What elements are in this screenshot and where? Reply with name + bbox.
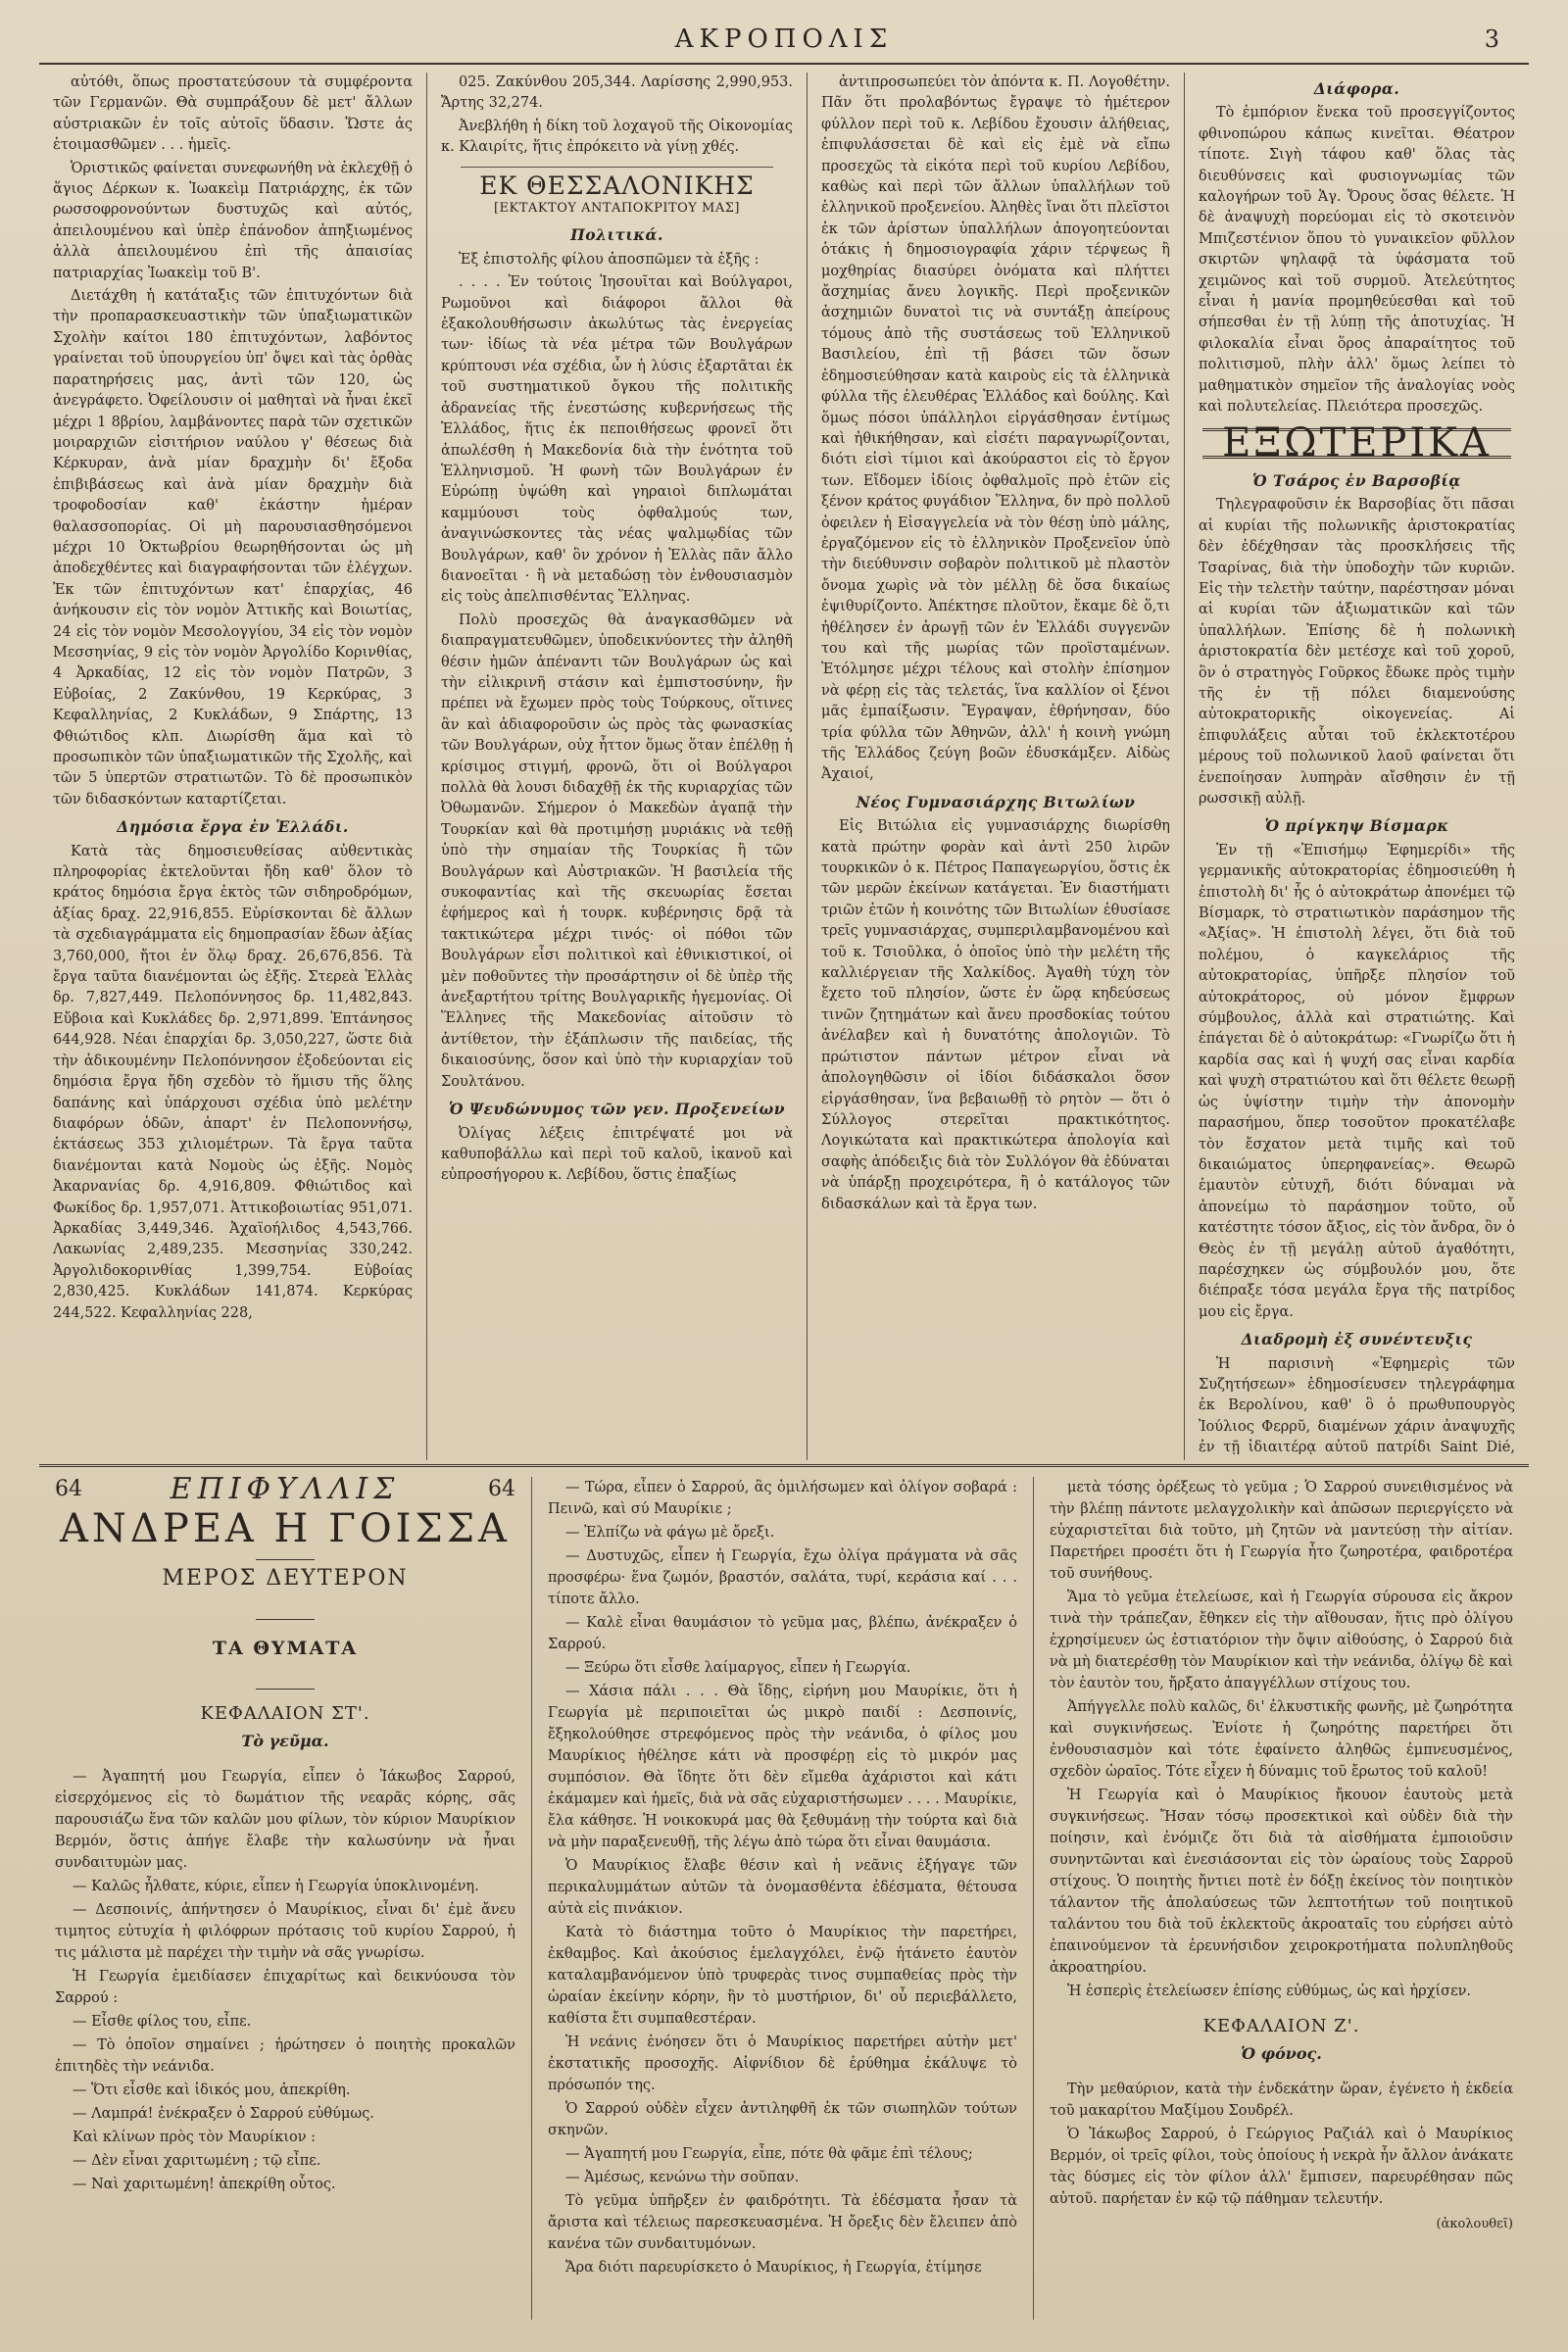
paragraph: Ἡ παρισινὴ «Ἐφημερὶς τῶν Συζητήσεων» ἐδημοσίευσεν τηλεγράφημα ἐκ Βερολίνου, καθ' ὃ ὁ πρωθυπουργὸς Ἰούλιος Φερρῦ, διαμένων χάριν ἀναψυχῆς ἐν τῇ ἰδιαιτέρᾳ αὐτοῦ πατρίδι Saint Dié,	[1199, 1355, 1515, 1456]
paragraph: Καὶ κλίνων πρὸς τὸν Μαυρίκιον :	[73, 2130, 317, 2145]
section-title-interview: Διαδρομὴ ἐξ συνέντευξις	[1241, 1330, 1473, 1349]
column-2	[426, 73, 807, 1460]
paragraph: — Ἀμέσως, κενώνω τὴν σοῦπαν.	[565, 2170, 800, 2185]
paragraph: Ἅμα τὸ γεῦμα ἐτελείωσε, καὶ ἡ Γεωργία σύρουσα εἰς ἄκρον τινὰ τὴν τράπεζαν, ἔθηκεν εἰς τὴν αἴθουσαν, ἥτις πρὸ ὀλίγου ἐχρησίμευεν ὡς ἑστιατόριον τὴν ὄψιν αἰθούσης, ὁ Σαρρού διὰ νὰ μὴ διατερέσθῃ τὸν Μαυρίκιον καὶ τὴν νεάνιδα, ὀλίγῳ δὲ καὶ τὸν ἑαυτὸν του, ἤρξατο ἀπαγγέλλων στίχους του.	[1050, 1590, 1513, 1691]
divider	[256, 1689, 315, 1690]
paragraph: Κατὰ τὰς δημοσιευθείσας αὐθεντικὰς πληροφορίας ἐκτελοῦνται ἤδη καθ' ὅλον τὸ κράτος δημόσια ἔργα ἐκτὸς τῶν σιδηροδρόμων, ἀξίας δραχ. 22,916,855. Εὑρίσκονται δὲ ἄλλων τὰ σχεδιαγράμματα εἰς δημοπρασίαν ἔδων ἀξίας 3,760,000, ἤτοι ἐν ὅλῳ δραχ. 26,676,856. Τὰ ἔργα ταῦτα διανέμονται ὡς ἑξῆς. Στερεὰ Ἑλλὰς δρ. 7,827,449. Πελοπόννησος δρ. 11,482,843. Εὔβοια καὶ Κυκλάδες δρ. 2,971,899. Ἑπτάνησος 644,928. Νέαι ἐπαρχίαι δρ. 3,050,227, ὥστε διὰ τὴν ἀδικουμένην Πελοπόννησον ἐξοδεύονται εἰς δημόσια ἔργα ἤδη σχεδὸν τὸ ἥμισυ τῆς ὅλης δαπάνης καὶ ὑπάρχουσι σχέδια ὑπὸ μελέτην διαφόρων ὁδῶν, ἀπαρτ' ἐν Πελοποννήσῳ, ἐκτάσεως 353 χιλιομέτρων. Τὰ ἔργα ταῦτα διανέμονται κατὰ Νομοὺς ὡς ἑξῆς. Νομὸς Ἀκαρνανίας δρ. 4,916,809. Φθιώτιδος καὶ Φωκίδος δρ. 1,957,071. Ἀττικοβοιωτίας 951,071. Ἀρκαδίας 3,449,346. Ἀχαϊοήλιδος 4,543,766. Λακωνίας 2,489,235. Μεσσηνίας 330,242. Ἀργολιδοκορινθίας 1,399,754. Εὐβοίας 2,830,425. Κυκλάδων 141,874. Κερκύρας 244,522. Κεφαλληνίας 228,	[53, 843, 413, 1321]
upper-columns	[39, 73, 1529, 1460]
page-number: 3	[1484, 25, 1499, 53]
paragraph: Ὁριστικῶς φαίνεται συνεφωνήθη νὰ ἐκλεχθῇ ὁ ἅγιος Δέρκων κ. Ἰωακεὶμ Πατριάρχης, ἐκ τῶν ρωσσοφρονούντων δυστυχῶς καὶ αὐτός, ἀπειλουμένου καὶ ὑπὲρ ἐπάνοδον ἀπηξιωμένος ἀλλὰ ἀπειλουμένου ἐπὶ τῆς ἀπαισίας πατριαρχίας Ἰωακεὶμ τοῦ Β'.	[53, 160, 413, 281]
paragraph: Ἄρα διότι παρευρίσκετο ὁ Μαυρίκιος, ἡ Γεωργία, ἐτίμησε	[565, 2260, 982, 2276]
chapter-title: ΚΕΦΑΛΑΙΟΝ ΣΤ'.	[200, 1703, 370, 1724]
section-title-public-works: Δημόσια ἔργα ἐν Ἑλλάδι.	[117, 817, 349, 837]
section-title-politics: Πολιτικά.	[570, 225, 663, 245]
paragraph: — Δεσποινίς, ἀπήντησεν ὁ Μαυρίκιος, εἶναι δι' ἐμὲ ἄνευ τιμητος εὐτυχία ἡ φιλόφρων πρότασις τοῦ κυρίου Σαρρού, ἡ τις μάλιστα μὲ παρέχει τὴν τιμὴν νὰ σᾶς γνωρίσω.	[55, 1902, 515, 1961]
feuilleton-column-3	[1033, 1477, 1529, 2320]
to-be-continued: (ἀκολουθεῖ)	[1436, 2217, 1513, 2231]
paragraph: Ἡ Γεωργία καὶ ὁ Μαυρίκιος ἤκουον ἑαυτοὺς μετὰ συγκινήσεως. Ἤσαν τόσῳ προσεκτικοὶ καὶ οὐδὲν διὰ τὴν ποίησιν, καὶ ἐνόμιζε ὅτι διὰ τὰ αἰσθήματα ἐμποιοῦσιν συνηντῶνται καὶ ἐνεσιάσονται εἰς τὸν ὡραίους τοὺς Σαρροῦ στίχους. Ὁ ποιητὴς ἤντιει ποτὲ ἐν δόξῃ ἐκείνος τὸν ποιητικὸν τάλαντον τῆς ἀπολαύσεως τῶν λεπτοτήτων τοῦ ποιητικοῦ ταλάντου του διὰ τοῦ ἐκλεκτοῦς ἀκροαταῖς του εὐρήσει αὐτὸ ἐπαινούμενον τὰ ἐρευνήσιδον χειροκροτήματα πολυπληθοῦς ἀκροατηρίου.	[1050, 1788, 1513, 1976]
paragraph: — Ξεύρω ὅτι εἶσθε λαίμαργος, εἶπεν ἡ Γεωργία.	[565, 1660, 911, 1676]
masthead-rule	[39, 63, 1529, 65]
paragraph: Ἡ ἑσπερὶς ἐτελείωσεν ἐπίσης εὐθύμως, ὡς καὶ ἠρχίσεν.	[1067, 1984, 1472, 1999]
paragraph: Ἐξ ἐπιστολῆς φίλου ἀποσπῶμεν τὰ ἑξῆς :	[459, 251, 760, 268]
novel-part: ΜΕΡΟΣ ΔΕΥΤΕΡΟΝ	[162, 1566, 409, 1591]
chapter-subtitle-2: Ὁ φόνος.	[1241, 2044, 1322, 2063]
column-3	[807, 73, 1184, 1460]
paragraph: — Καλὲ εἶναι θαυμάσιον τὸ γεῦμα μας, βλέπω, ἀνέκραξεν ὁ Σαρρού.	[548, 1615, 1017, 1652]
paragraph: . . . . Ἐν τούτοις Ἰησουῖται καὶ Βούλγαροι, Ρωμοῦνοι καὶ διάφοροι ἄλλοι θὰ ἐξακολουθήσωσιν ἀκωλύτως τὰς ἐνεργείας των· ἰδίως τὰ νέα μέτρα τῶν Βουλγάρων κρύπτουσι νέα σχέδια, ὧν ἡ λύσις ἐξαρτᾶται ἐκ τοῦ συστηματικοῦ ὄγκου τῆς πολιτικῆς ἀδρανείας τῆς ἐνεστώσης κυβερνήσεως τῆς Ἑλλάδος, ἥτις ἐκ πεποιθήσεως φρονεῖ ὅτι ἀπωλέσθη ἡ Μακεδονία διὰ τὴν ἑνότητα τοῦ Ἑλληνισμοῦ. Ἡ φωνὴ τῶν Βουλγάρων ἐν Εὐρώπῃ ὑψώθη καὶ γηραιοὶ διπλωμάται καμμύουσι τοὺς ὀφθαλμούς των, ἀναγινώσκοντες τὰς νέας ψαλμῳδίας τῶν Βουλγάρων, καθ' ὃν χρόνον ἡ Ἑλλὰς πᾶν ἄλλο διανοεῖται · ἢ νὰ μεταδώσῃ τὸν ἐνθουσιασμὸν εἰς τοὺς ἀπελπισθέντας Ἕλληνας.	[441, 274, 793, 606]
subheading-correspondent: [ΕΚΤΑΚΤΟΥ ΑΝΤΑΠΟΚΡΙΤΟΥ ΜΑΣ]	[493, 201, 740, 217]
heading-foreign-news: ΕΞΩΤΕΡΙΚΑ	[1202, 428, 1511, 459]
col1-body	[53, 73, 413, 810]
divider	[461, 167, 773, 168]
paragraph: Ὀλίγας λέξεις ἐπιτρέψατέ μοι νὰ καθυποβάλλω καὶ περὶ τοῦ καλοῦ, ἱκανοῦ καὶ εὐπροσήγορου κ. Λεβίδου, ὅστις ἐπαξίως	[441, 1125, 793, 1184]
paragraph: — Ναὶ χαριτωμένη! ἀπεκρίθη οὗτος.	[73, 2177, 336, 2192]
section-title-consulates: Ὁ Ψευδώνυμος τῶν γεν. Προξενείων	[449, 1100, 785, 1119]
column-1	[39, 73, 426, 1460]
feuilleton-page-left: 64	[55, 1477, 82, 1501]
heading-thessaloniki: ΕΚ ΘΕΣΣΑΛΟΝΙΚΗΣ	[479, 171, 755, 200]
paragraph: Πολὺ προσεχῶς θὰ ἀναγκασθῶμεν νὰ διαπραγματευθῶμεν, ὑποδεικνύοντες τὴν ἀληθῆ θέσιν ἡμῶν ἀπέναντι τῶν Βουλγάρων ὡς καὶ τὴν εἰλικρινῆ στάσιν καὶ ἐμπιστοσύνην, ἣν πρέπει νὰ ἔχωμεν πρὸς τοὺς Τούρκους, οἵτινες ἂν καὶ ἀδιαφοροῦσιν ὡς πρὸς τὰς φωνασκίας τῶν Βουλγάρων, οὐχ ἧττον ὅμως ὅταν ἐπέλθῃ ἡ κρίσιμος στιγμή, φρονῶ, ὅτι οἱ Βούλγαροι πολλὰ θὰ λουσι διδαχθῇ ἐκ τῆς κυριαρχίας τῶν Ὀθωμανῶν. Σήμερον ὁ Μακεδὼν ἀγαπᾷ τὴν Τουρκίαν καὶ θὰ προτιμήσῃ μυριάκις νὰ τεθῇ ὑπὸ τὴν σημαίαν τῆς Τουρκίας ἢ τῶν Βουλγάρων καὶ Αὐστριακῶν. Ἡ βασιλεία τῆς συκοφαντίας καὶ τῆς σκευωρίας ἔσεται ἐφήμερος καὶ ἡ τουρκ. κυβέρνησις δρᾷ τὰ τακτικώτερα μέχρι τινός· οἱ πόθοι τῶν Βουλγάρων εἶσι πολιτικοὶ καὶ ἐθνικιστικοί, οἱ μὲν ποθοῦντες τὴν προσάρτησιν οἱ δὲ ὑπὲρ τῆς ἀνεξαρτήτου τρίτης Βουλγαρικῆς ἡγεμονίας. Οἱ Ἕλληνες τῆς Μακεδονίας αἰτοῦσιν τὸ ἀντίθετον, τὴν ἐξάπλωσιν τῆς παιδείας, τῆς δικαιοσύνης, ὅσον καὶ ὑπὸ τὴν κυριαρχίαν τοῦ Σουλτάνου.	[441, 612, 793, 1090]
paragraph: — Ὅτι εἶσθε καὶ ἰδικός μου, ἀπεκρίθη.	[73, 2082, 351, 2098]
paragraph: ἀντιπροσωπεύει τὸν ἀπόντα κ. Π. Λογοθέτην. Πᾶν ὅτι προλαβόντως ἔγραψε τὸ ἡμέτερον φύλλον περὶ τοῦ κ. Λεβίδου ἔχουσιν ἀλήθειας, ἐπιφυλάσσεται δὲ καὶ εἰς ἐμὲ νὰ εἴπω προσεχῶς τὰ εἰκότα περὶ τοῦ κυρίου Λεβίδου, καθὼς καὶ περὶ τῶν ἄλλων ὑπαλλήλων τοῦ ἑλληνικοῦ προξενείου. Ἀληθὲς ἴναι ὅτι πλεῖστοι ἐκ τῶν ἀρίστων ὑπαλλήλων ἀπογοητεύονται ὁτάκις ἡ δημοσιογραφία χάριν τέρψεως ἢ μοχθηρίας διασύρει ὀνόματα καὶ πλήττει ἄσχημίας ἄνευ λογικῆς. Περὶ προξενικῶν ἀσχημιῶν δυνατοὶ τις νὰ συντάξῃ ἀπείρους τόμους ἀπὸ τῆς συστάσεως τοῦ Ἑλληνικοῦ Βασιλείου, ἐπὶ τῇ βάσει τῶν ὅσων ἐδημοσιεύθησαν κατὰ καιροὺς εἰς τὰ ἑλληνικὰ φύλλα τῆς ἐλευθέρας Ἑλλάδος καὶ δούλης. Καὶ ὅμως πόσοι ὑπάλληλοι εἰργάσθησαν ἐντίμως καὶ ἠθικήθησαν, καὶ εἰσέτι παραγνωρίζονται, διότι εἰσὶ τίμιοι καὶ ἀκούραστοι εἰς τὸ ἔργον των. Εἴδομεν ἰδίοις ὀφθαλμοῖς πρὸ ἐτῶν εἰς ξένον κράτος φυγάδιον Ἕλληνα, δν πρὸ πολλοῦ ὀφειλεν ἡ Εἰσαγγελεία νὰ τὸν θέσῃ ὑπὸ μάλης, ἐργαζόμενον εἰς τὸ ἑλληνικὸν Προξενεῖον ὑπὸ τὴν διεύθυνσιν σοβαρὸν πολιτικοῦ μὲ πλαστὸν ὄνομα χωρὶς νὰ τὸν μέλλῃ δὲ ὅσα δικαίως ἐψιθυρίζοντο. Ἀπέκτησε πλοῦτον, ἔκαμε δὲ ὅ,τι ἠθέλησεν ἐν ἀρωγῇ τῶν ἐν Ἑλλάδι συγγενῶν του καὶ τῆς μωρίας τῶν προϊσταμένων. Ἐτόλμησε μέχρι τέλους καὶ στολὴν ἐπίσημον νὰ φέρῃ εἰς τὰς τελετάς, ἵνα καλλίον οἱ ξένοι μᾶς ἐμπαίξωσιν. Ἔγραψαν, ἐθρήνησαν, δύο τρία φύλλα τῶν Ἀθηνῶν, ἀλλ' ἡ κοινὴ γνώμη τῆς Ἑλλάδος ζεύγη βοῶν ἐδυσκάμξεν. Αἰδὼς Ἀχαιοί,	[821, 74, 1170, 783]
feuilleton-header	[55, 1477, 515, 1506]
paragraph: Ἡ νεάνις ἐνόησεν ὅτι ὁ Μαυρίκιος παρετήρει αὐτὴν μετ' ἐκστατικῆς προσοχῆς. Αἰφνίδιον δὲ ἐρύθημα ἐκάλυψε τὸ πρόσωπόν της.	[548, 2034, 1017, 2093]
paragraph: — Καλῶς ἦλθατε, κύριε, εἶπεν ἡ Γεωργία ὑποκλινομένη.	[73, 1879, 479, 1894]
paragraph: — Ἀγαπητή μου Γεωργία, εἶπεν ὁ Ἰάκωβος Σαρρού, εἰσερχόμενος εἰς τὸ δωμάτιον τῆς νεαρᾶς κόρης, σᾶς παρουσιάζω ἕνα τῶν καλῶν μου φίλων, τὸν κύριον Μαυρίκιον Βερμόν, ὅστις ἀπήγε ἔλαβε τὴν καλωσύνην νὰ ἦναι συνδαιτυμὼν μας.	[55, 1769, 515, 1871]
feuilleton-column-2	[531, 1477, 1033, 2320]
paragraph: — Δυστυχῶς, εἶπεν ἡ Γεωργία, ἔχω ὀλίγα πράγματα νὰ σᾶς προσφέρω· ἕνα ζωμόν, βραστόν, σαλάτα, τυρί, κεράσια καί . . . τίποτε ἄλλο.	[548, 1548, 1017, 1607]
paragraph: Διετάχθη ἡ κατάταξις τῶν ἐπιτυχόντων διὰ τὴν προπαρασκευαστικὴν τῶν ὑπαξιωματικῶν Σχολὴν καίτοι 180 ἐπιτυχόντων, λαβόντος γραίνεται τοῦ ὑπουργείου ὑπ' ὄψει καὶ τὰς ὀρθὰς παρατηρήσεις μας, ἀντὶ τῶν 120, ὡς ἀνεγράφετο. Ὀφείλουσιν οἱ μαθηταὶ νὰ ἦναι ἐκεῖ μέχρι 1 8βρίου, λαμβάνοντες παρὰ τῶν σχετικῶν μοιραρχιῶν εἰσιτήριον ναύλου γ' θέσεως διὰ Κέρκυραν, ἀνὰ μίαν δραχμὴν δι' ἔξοδα ἐπιβιβάσεως καὶ ἀνὰ μίαν δραχμὴν διὰ τροφοδοσίαν καθ' ἑκάστην ἡμέραν θαλασσοπορίας. Οἱ μὴ παρουσιασθησόμενοι μέχρι 10 Ὀκτωβρίου θεωρηθήσονται ὡς μὴ ἀποδεχθέντες καὶ διαγραφήσονται τῶν ἐλέγχων. Ἐκ τῶν ἐπιτυχόντων κατ' ἐπαρχίας, 46 ἀνήκουσιν εἰς τὸν νομὸν Ἀττικῆς καὶ Βοιωτίας, 24 εἰς τὸν νομὸν Μεσολογγίου, 34 εἰς τὸν νομὸν Μεσσηνίας, 9 εἰς τὸν νομὸν Ἀργολίδο Κορινθίας, 4 Ἀρκαδίας, 12 εἰς τὸν νομὸν Πατρῶν, 3 Εὐβοίας, 2 Ζακύνθου, 19 Κερκύρας, 3 Κεφαλληνίας, 2 Κυκλάδων, 9 Σπάρτης, 13 Φθιώτιδος κλπ. Διωρίσθη ἅμα καὶ τὸ προσωπικὸν τῶν ὑπαξιωματικῶν τῆς Σχολῆς, καὶ τῶν 5 ὑπερτῶν στρατιωτῶν. Τὸ δὲ προσωπικὸν τῶν διδασκόντων καταρτίζεται.	[53, 288, 413, 808]
paragraph: μετὰ τόσης ὀρέξεως τὸ γεῦμα ; Ὁ Σαρρού συνειθισμένος νὰ τὴν βλέπῃ πάντοτε μελαγχολικὴν καὶ ἀπῶσων περιεργίςετο νὰ εὐχαριστεῖται διὰ τοῦτο, μὴ ζητῶν νὰ μαντεύσῃ τὴν αἰτίαν. Παρετήρει προσέτι ὅτι ἡ Γεωργία ἦτο ζωηροτέρα, φαιδροτέρα τοῦ συνήθους.	[1050, 1480, 1513, 1582]
paragraph: — Χάσια πάλι . . . Θὰ ἴδῃς, εἰρήνη μου Μαυρίκιε, ὅτι ἡ Γεωργία μὲ περιποιεῖται ὡς μικρὸ παιδί : Δεσποινίς, ἔξηκολούθησε στρεφόμενος πρὸς τὴν νεάνιδα, ὁ φίλος μου Μαυρίκιος ἠθέλησε κάτι νὰ προσφέρῃ εἰς τὸ μικρόν μας συμπόσιον. Θὰ ἴδητε ὅτι δὲν εἴμεθα ἀχάριστοι καὶ κάτι ἐκάμαμεν καὶ ἡμεῖς, διὰ νὰ σᾶς εὐχαριστήσωμεν . . . . Μαυρίκιε, ἔλα κάθησε. Ἡ νοικοκυρά μας θὰ ξεθυμάνῃ τὴν τούρτα καὶ διὰ νὰ μὴν παραξενευθῇ, τῆς λέγω ἀπὸ τώρα ὅτι εἶναι θαυμάσια.	[548, 1684, 1017, 1850]
divider	[256, 1559, 315, 1560]
section-title-various: Διάφορα.	[1313, 79, 1400, 98]
paragraph: 025. Ζακύνθου 205,344. Λαρίσσης 2,990,953. Ἄρτης 32,274.	[441, 74, 793, 112]
paragraph: — Εἶσθε φίλος του, εἶπε.	[73, 2014, 252, 2030]
paragraph: — Τὸ ὁποῖον σημαίνει ; ἠρώτησεν ὁ ποιητὴς προκαλῶν ἐπιτηδὲς τὴν νεάνιδα.	[55, 2037, 515, 2075]
masthead	[39, 18, 1529, 61]
newspaper-title: ΑΚΡΟΠΟΛΙΣ	[674, 24, 894, 54]
paragraph: — Δὲν εἶναι χαριτωμένη ; τῷ εἶπε.	[73, 2153, 321, 2169]
paragraph: Τὸ γεῦμα ὑπῆρξεν ἐν φαιδρότητι. Τὰ ἐδέσματα ἦσαν τὰ ἄριστα καὶ τέλειως παρεσκευασμένα. Ἡ ὄρεξις δὲν ἔλειπεν ἀπὸ κανένα τῶν συνδαιτυμόνων.	[548, 2193, 1017, 2252]
section-title-bismarck: Ὁ πρίγκηψ Βίσμαρκ	[1264, 816, 1449, 836]
chapter-title-2: ΚΕΦΑΛΑΙΟΝ Ζ'.	[1202, 2016, 1360, 2036]
paragraph: Ἀνεβλήθη ἡ δίκη τοῦ λοχαγοῦ τῆς Οἰκονομίας κ. Κλαιρίτς, ἥτις ἐπρόκειτο νὰ γίνῃ χθές.	[441, 118, 793, 156]
paragraph: Κατὰ τὸ διάστημα τοῦτο ὁ Μαυρίκιος τὴν παρετήρει, ἐκθαμβος. Καὶ ἀκούσιος ἐμελαγχόλει, ἐνῷ ἠτάνετο ἑαυτὸν καταλαμβανόμενον ὑπὸ τρυφερὰς τινος συμπαθείας πρὸς τὴν ὡραίαν ἐκείνην κόρην, ἣν τὸ μυστήριον, δι' οὗ περιεβάλλετο, καθίστα ἔτι συμπαθεστέραν.	[548, 1925, 1017, 2027]
novel-section: ΤΑ ΘΥΜΑΤΑ	[212, 1638, 359, 1659]
paragraph: Τὸ ἐμπόριον ἕνεκα τοῦ προσεγγίζοντος φθινοπώρου κάπως κινεῖται. Θέατρον τίποτε. Σιγὴ τάφου καθ' ὅλας τὰς διευθύνσεις καὶ φυσιογνωμίας τῶν καλογήρων τοῦ Ἁγ. Ὄρους ὅσας θέλετε. Ἡ δὲ ἀναψυχὴ πορεύομαι εἰς τὸ σκοτεινὸν Μπιζεστένιον ὅπου τὸ γυναικεῖον φῦλλον σκιρτῶν ψηλαφᾷ τὰ ὑφάσματα τοῦ χειμῶνος καὶ τοῦ συρμοῦ. Ἀτελεύτητος εἶναι ἡ μανία προμηθεύεσθαι καὶ τοῦ σήπεσθαι ἐν τῇ λύπῃ τῆς ἀποτυχίας. Ἡ φιλοκαλία εἶναι ὅρος ἀπαραίτητος τοῦ πολιτισμοῦ, πλὴν ἀλλ' ὅμως λείπει τὸ μαθηματικὸν σημεῖον τῆς ἀναλογίας νοὸς καὶ πολυτελείας. Πλειότερα προσεχῶς.	[1199, 105, 1515, 416]
paragraph: Ὁ Ἰάκωβος Σαρρού, ὁ Γεώργιος Ραζιάλ καὶ ὁ Μαυρίκιος Βερμόν, οἱ τρεῖς φίλοι, τοὺς ὁποίους ἡ νεκρὰ ἦν ἄλλον ἀνάκατε τὰς δύσμες εἰς τὸν φίλον ἀλλ' ἔμπισεν, παρευρέθησαν πῶς αὐτοῦ. παρήεταν ἐν κῷ τῷ πάθημαν τελευτήν.	[1050, 2127, 1513, 2207]
paragraph: — Ἀγαπητή μου Γεωργία, εἶπε, πότε θὰ φᾶμε ἐπὶ τέλους;	[565, 2146, 973, 2162]
section-title-tsar: Ὁ Τσάρος ἐν Βαρσοβίᾳ	[1252, 470, 1461, 490]
paragraph: Ὁ Μαυρίκιος ἔλαβε θέσιν καὶ ἡ νεᾶνις ἐξήγαγε τῶν περικαλυμμάτων αὐτῶν τὰ ὀνομασθέντα ἐδέσματα, θέτουσα αὐτὰ εἰς πινάκιον.	[548, 1858, 1017, 1917]
paragraph: — Λαμπρά! ἐνέκραξεν ὁ Σαρρού εὐθύμως.	[73, 2106, 374, 2122]
paragraph: αὐτόθι, ὅπως προστατεύσουν τὰ συμφέροντα τῶν Γερμανῶν. Θὰ συμπράξουν δὲ μετ' ἄλλων αὐστριακῶν ἐν τοῖς αὐτοῖς ὕδασιν. Ὥστε ἀς ἑτοιμασθῶμεν . . . ἡμεῖς.	[53, 74, 413, 154]
chapter-subtitle: Τὸ γεῦμα.	[241, 1732, 329, 1750]
paragraph: Τηλεγραφοῦσιν ἐκ Βαρσοβίας ὅτι πᾶσαι αἱ κυρίαι τῆς πολωνικῆς ἀριστοκρατίας δὲν ἐδέχθησαν τὰς προσκλήσεις τῆς Τσαρίνας, διὰ τὴν ὑποδοχὴν τῶν κυριῶν. Εἰς τὴν τελετὴν ταύτην, παρέστησαν μόναι αἱ κυρίαι τῶν ἀξιωματικῶν καὶ τῶν ὑπαλλήλων. Ἐπίσης δὲ ἡ πολωνικὴ ἀριστοκρατία δὲν μετέσχε καὶ τοῦ χοροῦ, ὃν ὁ στρατηγὸς Γοῦρκος ἔδωκε πρὸς τιμὴν τῆς ἐν τῇ πόλει διαμενούσης αὐτοκρατορικῆς οἰκογενείας. Αἱ ἐπιφυλάξεις αὗται τοῦ ἐκλεκτοτέρου μέρους τοῦ πολωνικοῦ λαοῦ φαίνεται ὅτι ἐνεποίησαν λυπηρὰν αἴσθησιν ἐν τῇ ρωσσικῇ αὐλῇ.	[1199, 497, 1515, 807]
paragraph: Ὁ Σαρρού οὐδὲν εἶχεν ἀντιληφθῆ ἐκ τῶν σιωπηλῶν τούτων σκηνῶν.	[548, 2101, 1017, 2138]
feuilleton-column-1	[39, 1477, 531, 2320]
divider	[256, 1619, 315, 1620]
paragraph: Εἰς Βιτώλια εἰς γυμνασιάρχης διωρίσθη κατὰ πρώτην φορὰν καὶ ἀντὶ 250 λιρῶν τουρκικῶν ὁ κ. Πέτρος Παπαγεωργίου, ὅστις ἐκ τῶν μερῶν ἐκείνων κατάγεται. Ἐν διαστήματι τριῶν ἐτῶν ἡ κοινότης τῶν Βιτωλίων ἐθυσίασε τρεῖς γυμνασιάρχας, συμπεριλαμβανομένου καὶ τοῦ κ. Τσιοῦλκα, ὁ ὁποῖος ὑπὸ τὴν μελέτη τῆς καλλιέργειαν τῆς Χαλκίδος. Ἀγαθὴ τύχη τὸν ἔχετο τοῦ πλησίον, ὥστε ἐν ὥρᾳ κηδεύσεως τινῶν ζητημάτων καὶ ἄνευ προσδοκίας τούτου ἀνέλαβεν καὶ ἡ δυνατότης ἀπολογιῶν. Τὸ πρώτιστον πάντων μέτρον εἶναι νὰ ἀπολογηθῶσιν οἱ ἰδίοι διδάσκαλοι ὅσον εἰργάσθησαν, ἵνα βεβαιωθῇ τὸ ρητὸν — ὅτι ὁ Σύλλογος στερεῖται πρακτικότητος. Λογικώτατα καὶ πρακτικώτερα ἀπολογία καὶ σαφὴς ἀπόδειξις διὰ τὸν Συλλόγον θὰ ἐδύναται νὰ ὑπάρξῃ προχειρότερα, ἢ ὁ κατάλογος τῶν διδασκάλων καὶ τὰ ἔργα των.	[821, 818, 1170, 1212]
paragraph: Ἐν τῇ «Ἐπισήμῳ Ἐφημερίδι» τῆς γερμανικῆς αὐτοκρατορίας ἐδημοσιεύθη ἡ ἐπιστολὴ δι' ἧς ὁ αὐτοκράτωρ ἀπονέμει τῷ Βίσμαρκ, τὸ στρατιωτικὸν παράσημον τῆς «Ἀξίας». Ἡ ἐπιστολὴ λέγει, ὅτι διὰ τοῦ πολέμου, ὁ καγκελάριος τῆς αὐτοκρατορίας, ὑπῆρξε πλησίον τοῦ αὐτοκράτορος, οὐ μόνον ἔμφρων σύμβουλος, ἀλλὰ καὶ στρατιώτης. Καὶ ἐπάγεται δὲ ὁ αὐτοκράτωρ: «Γνωρίζω ὅτι ἡ καρδία σας καὶ ἡ ψυχή σας εἶναι καρδία καὶ ψυχὴ στρατιώτου καὶ ὅτι θέλετε θεωρῇ ὡς ὑψίστην τιμὴν τὴν ἀπονομὴν παρασήμου, ὅπερ τοσοῦτον προκατέλαβε τὸν ἔσχατον μετὰ τιμῆς καὶ τοῦ δικαιώματος ὑπερηφανείας». Θεωρῶ ἐμαυτὸν εὐτυχῆ, διότι δύναμαι νὰ ἀπονείμω τὸ παράσημον τοῦτο, οὗ κατέστητε τόσον ἄξιος, εἰς τὸν ἄνδρα, ὃν ὁ Θεὸς ἐν τῇ μεγάλῃ αὐτοῦ ἀγαθότητι, παρέσχηκεν ὡς σύμβουλόν μου, ὅτε διέπραξε τόσα μεγάλα ἔργα τῆς πατρίδος μου εἰς ἔργα.	[1199, 842, 1515, 1320]
paragraph: — Τώρα, εἶπεν ὁ Σαρρού, ἂς ὁμιλήσωμεν καὶ ὀλίγον σοβαρά : Πεινῶ, καὶ σύ Μαυρίκιε ;	[548, 1480, 1017, 1517]
feuilleton-rule	[39, 1464, 1529, 1467]
paragraph: Ἀπήγγελλε πολὺ καλῶς, δι' ἐλκυστικῆς φωνῆς, μὲ ζωηρότητα καὶ συγκινήσεως. Ἐνίοτε ἡ ζωηρότης παρετήρει ὅτι ἐνθουσιασμὸν καὶ τότε ἐφαίνετο ἀληθῶς ἐμπνευσμένος, σχεδὸν ὡραῖος. Τότε εἶχεν ἡ δύναμις τοῦ ἔρωτος τοῦ καλοῦ!	[1050, 1699, 1513, 1780]
novel-title: ΑΝΔΡΕΑ Η ΓΟΙΣΣΑ	[60, 1506, 511, 1551]
paragraph: Ἡ Γεωργία ἐμειδίασεν ἐπιχαρίτως καὶ δεικνύουσα τὸν Σαρρού :	[55, 1969, 515, 2006]
section-title-new-headmaster: Νέος Γυμνασιάρχης Βιτωλίων	[856, 792, 1136, 811]
feuilleton-section	[39, 1477, 1529, 2320]
feuilleton-name: ΕΠΙΦΥΛΛΙΣ	[170, 1477, 401, 1506]
column-4	[1184, 73, 1529, 1460]
paragraph: — Ἐλπίζω νὰ φάγω μὲ ὄρεξι.	[565, 1525, 775, 1541]
feuilleton-page-right: 64	[487, 1477, 515, 1501]
paragraph: Τὴν μεθαύριον, κατὰ τὴν ἑνδεκάτην ὥραν, ἐγένετο ἡ ἐκδεία τοῦ μακαρίτου Μαξίμου Σουδρέλ.	[1050, 2082, 1513, 2119]
